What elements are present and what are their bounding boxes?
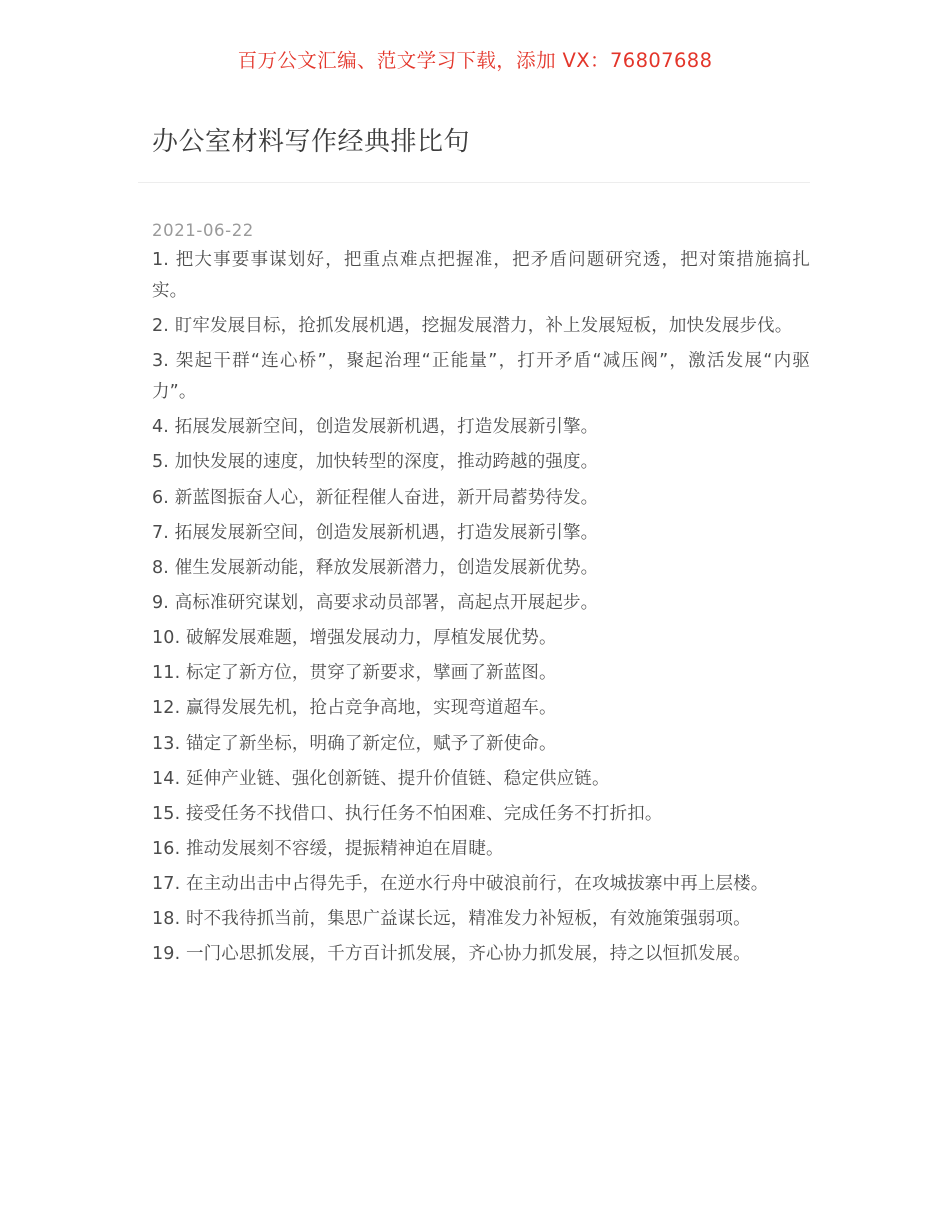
page-title: 办公室材料写作经典排比句 <box>152 127 471 158</box>
list-item: 19. 一门心思抓发展，千方百计抓发展，齐心协力抓发展，持之以恒抓发展。 <box>152 944 751 965</box>
list-item: 17. 在主动出击中占得先手，在逆水行舟中破浪前行，在攻城拔寨中再上层楼。 <box>152 874 769 895</box>
list-item: 6. 新蓝图振奋人心，新征程催人奋进，新开局蓄势待发。 <box>152 487 599 508</box>
list-item: 1. 把大事要事谋划好，把重点难点把握准，把矛盾问题研究透，把对策措施搞扎实。 <box>152 249 810 301</box>
list-item: 8. 催生发展新动能，释放发展新潜力，创造发展新优势。 <box>152 557 599 578</box>
list-item: 11. 标定了新方位，贯穿了新要求，擘画了新蓝图。 <box>152 663 557 684</box>
list-item: 18. 时不我待抓当前，集思广益谋长远，精准发力补短板，有效施策强弱项。 <box>152 909 751 930</box>
list-item: 15. 接受任务不找借口、执行任务不怕困难、完成任务不打折扣。 <box>152 803 663 824</box>
article-container <box>0 73 950 970</box>
list-item: 5. 加快发展的速度，加快转型的深度，推动跨越的强度。 <box>152 452 599 473</box>
list-item: 9. 高标准研究谋划，高要求动员部署，高起点开展起步。 <box>152 592 599 613</box>
list-item: 13. 锚定了新坐标，明确了新定位，赋予了新使命。 <box>152 733 557 754</box>
sentence-list <box>152 245 810 971</box>
list-item: 2. 盯牢发展目标，抢抓发展机遇，挖掘发展潜力，补上发展短板，加快发展步伐。 <box>152 315 793 336</box>
publish-date: 2021-06-22 <box>152 221 254 241</box>
promo-banner <box>0 0 950 73</box>
list-item: 3. 架起干群“连心桥”，聚起治理“正能量”，打开矛盾“减压阀”，激活发展“内驱力”。 <box>152 350 810 403</box>
title-divider <box>138 182 810 183</box>
list-item: 12. 赢得发展先机，抢占竞争高地，实现弯道超车。 <box>152 698 557 719</box>
list-item: 16. 推动发展刻不容缓，提振精神迫在眉睫。 <box>152 838 504 859</box>
list-item: 7. 拓展发展新空间，创造发展新机遇，打造发展新引擎。 <box>152 522 599 543</box>
list-item: 4. 拓展发展新空间，创造发展新机遇，打造发展新引擎。 <box>152 417 599 438</box>
list-item: 14. 延伸产业链、强化创新链、提升价值链、稳定供应链。 <box>152 768 610 789</box>
list-item: 10. 破解发展难题，增强发展动力，厚植发展优势。 <box>152 628 557 649</box>
promo-banner-text: 百万公文汇编、范文学习下载，添加 VX：76807688 <box>237 49 713 72</box>
